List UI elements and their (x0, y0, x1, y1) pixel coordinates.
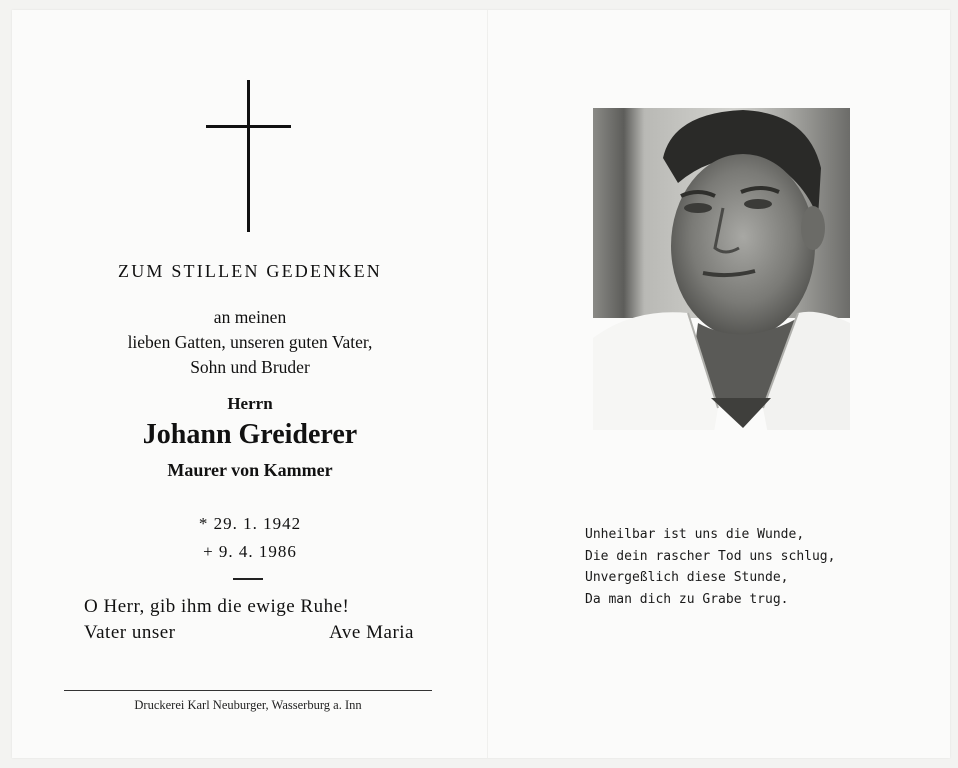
occupation: Maurer von Kammer (167, 460, 333, 480)
death-date: + 9. 4. 1986 (203, 542, 297, 561)
poem-line: Unvergeßlich diese Stunde, (585, 570, 789, 585)
poem-line: Da man dich zu Grabe trug. (585, 591, 789, 607)
card-title: ZUM STILLEN GEDENKEN (118, 261, 382, 281)
dedication-line: an meinen (213, 307, 287, 327)
printer-credit: Druckerei Karl Neuburger, Wasserburg a. Inn (134, 698, 362, 712)
dedication-line: Sohn und Bruder (190, 357, 310, 377)
prayer-block (84, 596, 414, 644)
memorial-poem (585, 524, 835, 610)
life-dates (40, 510, 460, 566)
printer-rule (64, 690, 432, 691)
portrait-photo (593, 108, 850, 450)
birth-date: * 29. 1. 1942 (198, 514, 302, 533)
prayer-line: O Herr, gib ihm die ewige Ruhe! (84, 596, 350, 617)
prayer-vater-unser: Vater unser (84, 622, 176, 643)
deceased-name: Johann Greiderer (142, 419, 358, 450)
separator-dash (233, 578, 263, 580)
poem-line: Die dein rascher Tod uns schlug, (585, 548, 836, 564)
prayer-ave-maria: Ave Maria (329, 622, 414, 643)
salutation: Herrn (227, 394, 273, 413)
dedication-line: lieben Gatten, unseren guten Vater, (127, 332, 373, 352)
portrait-image (593, 108, 850, 450)
card-fold (487, 10, 488, 758)
poem-line: Unheilbar ist uns die Wunde, (585, 527, 805, 542)
dedication-text (40, 305, 460, 380)
